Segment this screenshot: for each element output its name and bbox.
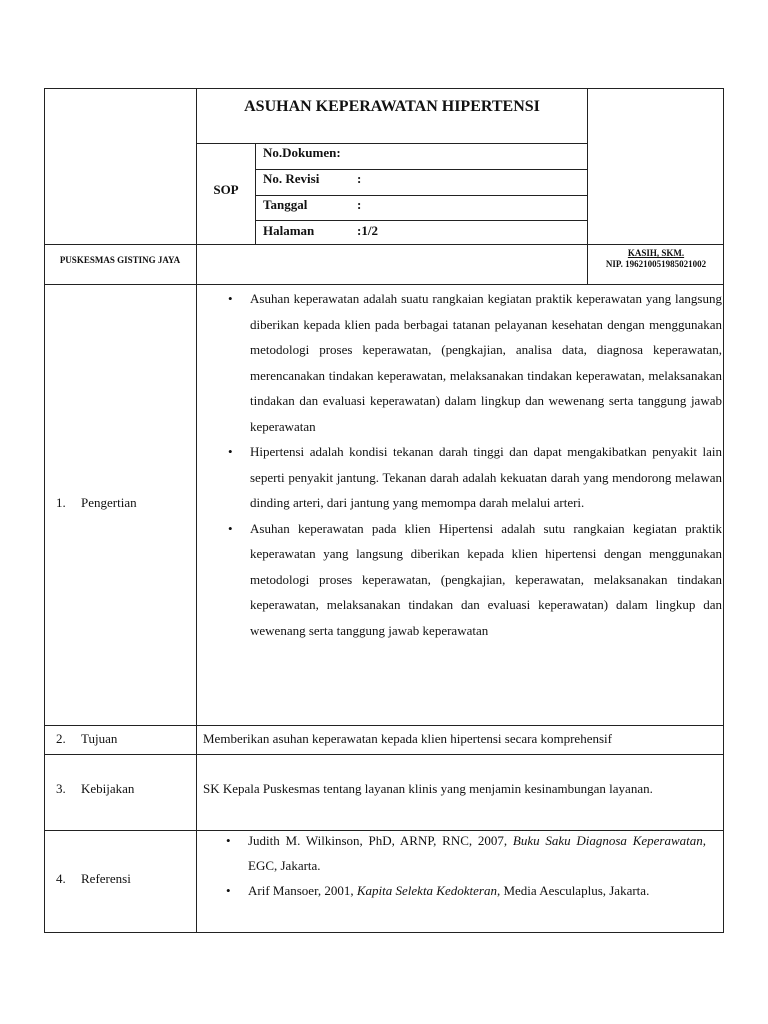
kebijakan-text: SK Kepala Puskesmas tentang layanan klinis yang menjamin kesinambungan layanan. — [203, 781, 653, 796]
signatory-nip: NIP. 196210051985021002 — [605, 259, 707, 269]
divider — [44, 754, 724, 755]
section-title: Pengertian — [81, 495, 137, 510]
section-number: 2. — [56, 731, 66, 746]
sop-label: SOP — [213, 182, 239, 197]
section-title: Tujuan — [81, 731, 118, 746]
section-label-tujuan — [56, 731, 117, 747]
meta-label: No.Dokumen: — [263, 145, 341, 160]
section-number: 3. — [56, 781, 66, 796]
divider — [196, 88, 197, 933]
reference-text: Judith M. Wilkinson, PhD, ARNP, RNC, 2007, — [248, 833, 513, 848]
divider — [44, 725, 724, 726]
list-item: • Asuhan keperawatan pada klien Hipertensi adalah sutu rangkaian kegiatan praktik keperawatan yang langsung diberikan kepada klien hipertensi dengan menggunakan metodologi proses keperawatan, (pengkajian, keperawatan, melaksanakan tindakan keperawatan, melaksanakan tindakan dan evaluasi keperawatan) dalam lingkup dan wewenang serta tanggung jawab keperawatan — [228, 516, 722, 644]
signatory-block — [588, 248, 724, 270]
meta-label: No. Revisi — [263, 171, 320, 186]
reference-title: Kapita Selekta Kedokteran — [356, 883, 497, 898]
meta-value: :1/2 — [357, 223, 378, 238]
divider — [44, 284, 724, 285]
section-label-pengertian — [56, 495, 137, 511]
list-item — [226, 828, 706, 878]
divider — [255, 220, 588, 221]
section-label-referensi — [56, 871, 131, 887]
reference-text: , Media Aesculaplus, Jakarta. — [496, 883, 650, 898]
section-label-kebijakan — [56, 781, 134, 797]
reference-text: Arif Mansoer, 2001, — [248, 883, 357, 898]
list-item: • Hipertensi adalah kondisi tekanan darah tinggi dan dapat mengakibatkan penyakit lain seperti penyakit jantung. Tekanan darah adalah kekuatan darah yang mendorong melawan dinding arteri, dari jantung yang memompa darah melalui arteri. — [228, 439, 722, 516]
divider — [255, 143, 256, 244]
signatory-name: KASIH, SKM. — [627, 248, 685, 258]
section-number: 4. — [56, 871, 66, 886]
section-title: Kebijakan — [81, 781, 135, 796]
section-title: Referensi — [81, 871, 131, 886]
meta-row-dokumen — [263, 145, 357, 161]
divider — [255, 169, 588, 170]
divider — [255, 195, 588, 196]
meta-row-revisi — [263, 171, 361, 187]
meta-row-tanggal — [263, 197, 361, 213]
document-title: ASUHAN KEPERAWATAN HIPERTENSI — [244, 98, 540, 115]
referensi-list — [226, 828, 706, 903]
section-number: 1. — [56, 495, 66, 510]
meta-value: : — [357, 171, 362, 186]
divider — [44, 244, 724, 245]
reference-text: EGC, Jakarta. — [248, 858, 321, 873]
meta-value: : — [357, 197, 362, 212]
list-item — [226, 878, 706, 903]
pengertian-list — [228, 286, 722, 643]
meta-label: Halaman — [263, 223, 315, 238]
reference-title: Buku Saku Diagnosa Keperawatan, — [512, 833, 706, 848]
list-item: • Asuhan keperawatan adalah suatu rangkaian kegiatan praktik keperawatan yang langsung diberikan kepada klien pada berbagai tatanan pelayanan kesehatan dengan menggunakan metodologi proses keperawatan, (pengkajian, analisa data, diagnosa keperawatan, merencanakan tindakan keperawatan, melaksanakan tindakan keperawatan, melaksanakan tindakan dan evaluasi keperawatan) dalam lingkup dan wewenang serta tanggung jawab keperawatan — [228, 286, 722, 439]
organization-name: PUSKESMAS GISTING JAYA — [59, 255, 181, 265]
meta-row-halaman — [263, 223, 378, 239]
meta-label: Tanggal — [263, 197, 308, 212]
tujuan-text: Memberikan asuhan keperawatan kepada klien hipertensi secara komprehensif — [203, 731, 612, 746]
